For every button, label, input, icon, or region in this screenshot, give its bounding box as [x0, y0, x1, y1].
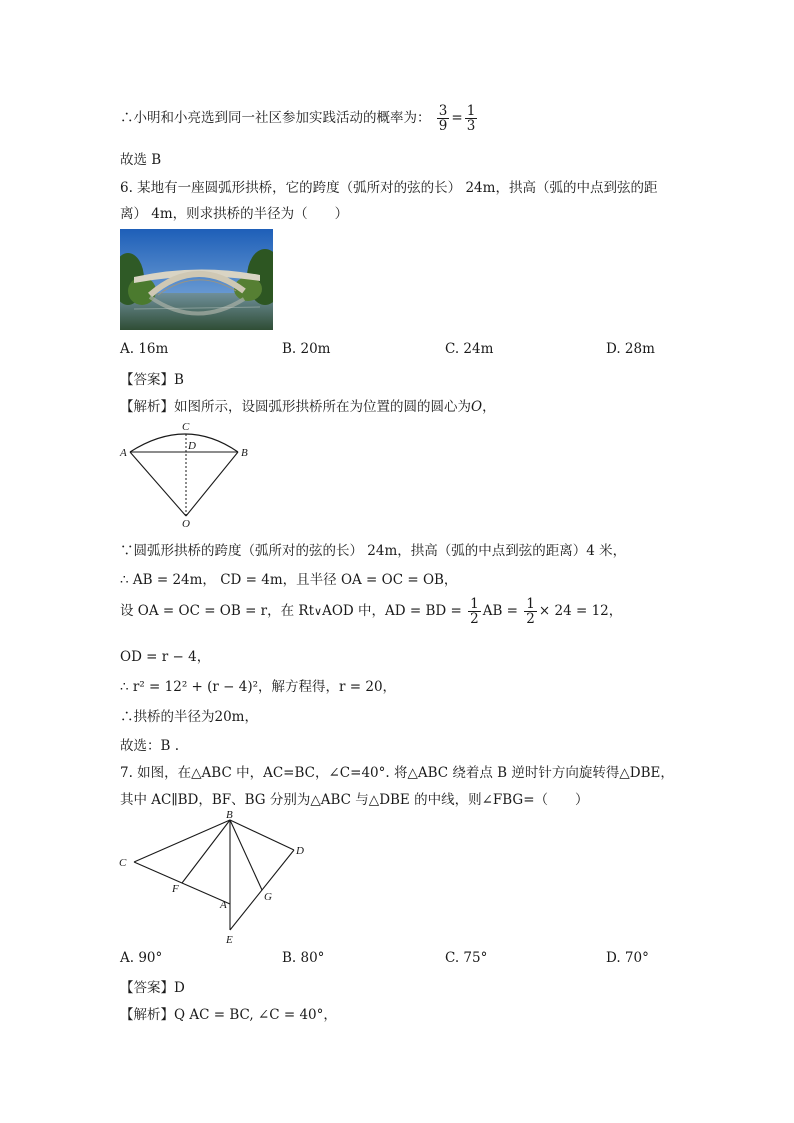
bridge-image — [120, 229, 273, 330]
q6-final: 故选：B . — [120, 738, 180, 754]
q7-option-b: B. 80° — [282, 950, 325, 966]
q6-line1: 6. 某地有一座圆弧形拱桥，它的跨度（弧所对的弦的长） 24m，拱高（弧的中点到弦的距 — [120, 180, 658, 196]
q7-answer: 【答案】D — [120, 980, 185, 996]
probability-line — [120, 104, 479, 133]
label-c: C — [182, 421, 190, 433]
fraction-3-9: $\frac{3}{9}$ — [438, 103, 448, 135]
q6-option-a: A. 16m — [120, 341, 169, 357]
q6-step3-b: AOD 中，AD = BD = — [322, 603, 462, 620]
q6-step6: ∴拱桥的半径为20m， — [120, 709, 258, 725]
q7-line1: 7. 如图，在△ABC 中，AC=BC，∠C=40°. 将△ABC 绕着点 B 逆时针方向旋转得△DBE， — [120, 765, 674, 781]
q6-step1: ∵圆弧形拱桥的跨度（弧所对的弦的长） 24m，拱高（弧的中点到弦的距离）4 米， — [120, 543, 627, 559]
q6-analysis-var: O — [471, 399, 483, 415]
q6-answer: 【答案】B — [120, 372, 184, 388]
tri-label-e: E — [226, 934, 233, 946]
triangle-diagram — [116, 810, 316, 946]
q6-step3-d: × 24 = 12， — [538, 603, 623, 620]
fraction-1-3: $\frac{1}{3}$ — [466, 103, 476, 135]
q6-option-b: B. 20m — [282, 341, 331, 357]
q7-line2: 其中 AC∥BD，BF、BG 分别为△ABC 与△DBE 的中线，则∠FBG=（ ） — [120, 792, 589, 808]
fraction-half-2: $\frac{1}{2}$ — [526, 596, 535, 628]
label-d: D — [188, 440, 196, 452]
q6-line2: 离） 4m，则求拱桥的半径为（ ） — [120, 206, 349, 222]
q7-analysis: 【解析】Q AC = BC, ∠C = 40°， — [120, 1007, 337, 1023]
q6-step4: OD = r − 4， — [120, 649, 211, 665]
q6-option-d: D. 28m — [606, 341, 655, 357]
tri-label-g: G — [264, 891, 272, 903]
tri-label-f: F — [172, 883, 179, 895]
tri-label-a: A — [220, 899, 227, 911]
probability-text: ∴小明和小亮选到同一社区参加实践活动的概率为： — [120, 110, 431, 127]
answer-b-top: 故选 B — [120, 152, 162, 168]
label-b: B — [241, 447, 248, 459]
fraction-half-1: $\frac{1}{2}$ — [470, 596, 479, 628]
q7-option-c: C. 75° — [445, 950, 488, 966]
q6-step2: ∴ AB = 24m， CD = 4m，且半径 OA = OC = OB， — [120, 572, 458, 588]
tri-label-d: D — [296, 845, 304, 857]
q6-step3-a: 设 OA = OC = OB = r，在 Rt — [120, 603, 315, 620]
q6-analysis — [120, 395, 496, 415]
equals-sign: = — [451, 110, 463, 127]
q6-step3-c: AB = — [482, 603, 518, 620]
tri-label-b: B — [226, 810, 233, 821]
label-a: A — [120, 447, 127, 459]
bridge-photo — [120, 229, 273, 330]
q6-analysis-end: ， — [482, 399, 496, 415]
q7-option-d: D. 70° — [606, 950, 649, 966]
q6-option-c: C. 24m — [445, 341, 494, 357]
q7-option-a: A. 90° — [120, 950, 163, 966]
q6-analysis-text: 【解析】如图所示，设圆弧形拱桥所在为位置的圆的圆心为 — [120, 399, 471, 415]
arch-diagram — [118, 418, 258, 530]
tri-label-c: C — [119, 857, 127, 869]
label-o: O — [182, 518, 190, 530]
q6-step5: ∴ r² = 12² + (r − 4)²，解方程得，r = 20， — [120, 679, 397, 695]
q6-step3: 设 OA = OC = OB = r，在 Rt∨AOD 中，AD = BD = $\frac{1}{2}$ AB = $\frac{1}{2}$ × 24 = 12， — [120, 596, 623, 628]
